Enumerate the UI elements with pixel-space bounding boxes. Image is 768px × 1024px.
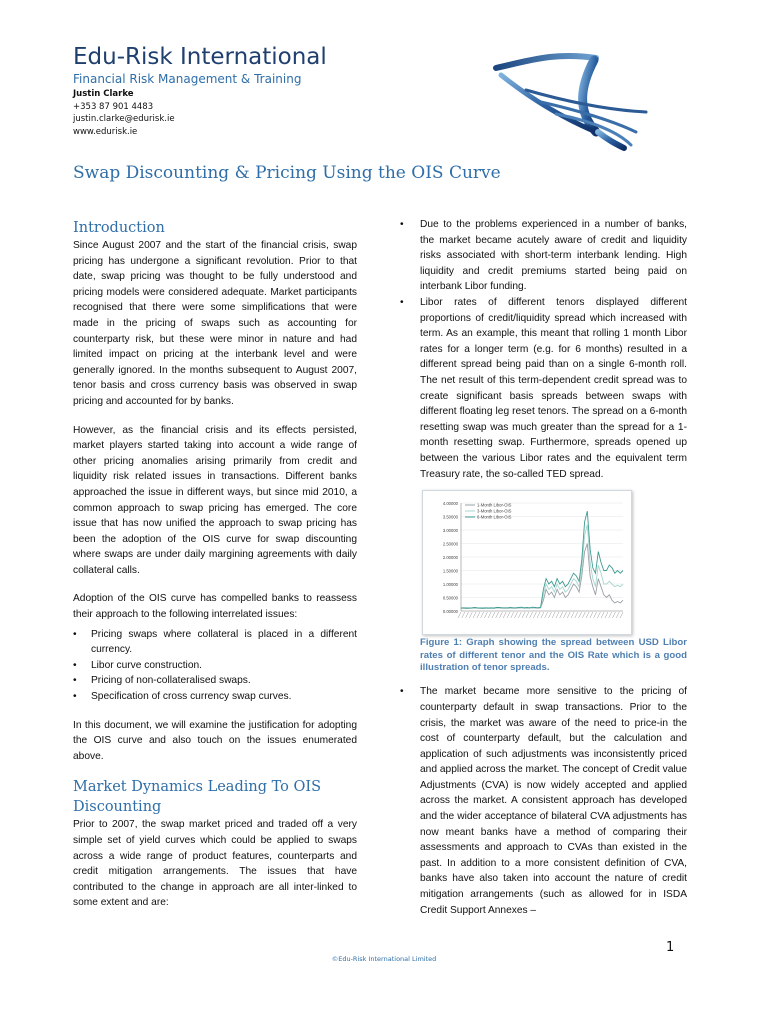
figure-1-chart [422, 490, 632, 635]
x-tick-mark [612, 612, 615, 618]
x-tick-mark [601, 612, 604, 618]
y-tick-label: 2.50000 [442, 541, 458, 547]
x-tick-mark [496, 612, 499, 618]
left-column [73, 218, 357, 924]
x-tick-mark [515, 612, 518, 618]
x-tick-mark [469, 612, 472, 618]
x-tick-mark [492, 612, 495, 618]
paragraph: Adoption of the OIS curve has compelled banks to reassess their approach to the following interrelated issues: [73, 593, 357, 621]
y-tick-label: 2.00000 [442, 555, 458, 561]
x-tick-mark [499, 612, 502, 618]
x-tick-mark [522, 612, 525, 618]
list-item: • Due to the problems experienced in a number of banks, the market became acutely aware of credit and liquidity risks associated with short-term interbank lending. High liquidity and credit premiums started being paid on interbank Libor funding. [400, 217, 687, 295]
section-heading-introduction: Introduction [73, 220, 165, 236]
libor-ois-chart [423, 491, 633, 636]
x-tick-mark [590, 612, 593, 618]
y-tick-label: 3.50000 [442, 514, 458, 520]
contact-phone: +353 87 901 4483 [73, 101, 154, 112]
y-tick-label: 0.00000 [442, 609, 458, 615]
figure-caption: Figure 1: Graph showing the spread between USD Libor rates of different tenor and the OIS Rate which is a good illustration of tenor spreads. [420, 637, 687, 673]
org-tagline: Financial Risk Management & Training [73, 72, 302, 86]
legend-label: 6-Month Libor-OIS [477, 514, 512, 520]
x-tick-mark [563, 612, 566, 618]
org-name: Edu-Risk International [73, 44, 327, 70]
contact-name: Justin Clarke [73, 89, 134, 99]
list-item: • Specification of cross currency swap curves. [73, 689, 357, 705]
x-tick-mark [616, 612, 619, 618]
x-tick-mark [556, 612, 559, 618]
paragraph: Since August 2007 and the start of the financial crisis, swap pricing has undergone a significant revolution. Prior to that date, swap pricing was thought to be fully understood and pricing models were considered adequate. Market participants recognised that there were some simplifications that were made in the pricing of swaps such as accounting for counterparty risk, but these were minor in nature and had limited impact on pricing at the interbank level and were generally ignored. In the months subsequent to August 2007, tenor basis and cross currency basis was observed in swap pricing and accounted for by banks. [73, 240, 357, 407]
x-tick-mark [488, 612, 491, 618]
x-tick-mark [526, 612, 529, 618]
x-tick-mark [609, 612, 612, 618]
y-tick-label: 4.00000 [442, 501, 458, 507]
contact-website: www.edurisk.ie [73, 126, 138, 137]
y-tick-label: 1.50000 [442, 568, 458, 574]
x-tick-mark [605, 612, 608, 618]
page-number: 1 [666, 940, 675, 955]
x-tick-mark [575, 612, 578, 618]
y-tick-label: 1.00000 [442, 582, 458, 588]
x-tick-mark [462, 612, 465, 618]
list-item: • Pricing of non-collateralised swaps. [73, 673, 357, 689]
x-tick-mark [503, 612, 506, 618]
paragraph: In this document, we will examine the justification for adopting the OIS curve and also touch on the issues enumerated above. [73, 719, 357, 762]
x-tick-mark [545, 612, 548, 618]
x-tick-mark [541, 612, 544, 618]
legend-label: 1-Month Libor-OIS [477, 502, 512, 508]
y-tick-label: 3.00000 [442, 528, 458, 534]
x-tick-mark [594, 612, 597, 618]
list-item: • Libor curve construction. [73, 658, 357, 674]
right-column [400, 217, 687, 931]
x-tick-mark [477, 612, 480, 618]
section-heading-market-dynamics: Market Dynamics Leading To OIS Discounting [73, 779, 322, 816]
x-tick-mark [567, 612, 570, 618]
x-tick-mark [537, 612, 540, 618]
list-item: • Pricing swaps where collateral is placed in a different currency. [73, 627, 357, 658]
market-issues-list-continued [400, 684, 687, 918]
market-issues-list [400, 217, 687, 482]
x-tick-mark [560, 612, 563, 618]
x-tick-mark [473, 612, 476, 618]
legend-label: 3-Month Libor-OIS [477, 508, 512, 514]
x-tick-mark [530, 612, 533, 618]
x-tick-mark [571, 612, 574, 618]
x-tick-mark [552, 612, 555, 618]
x-tick-mark [533, 612, 536, 618]
contact-block [73, 88, 175, 138]
x-tick-mark [518, 612, 521, 618]
x-tick-mark [481, 612, 484, 618]
contact-email: justin.clarke@edurisk.ie [73, 114, 175, 125]
x-tick-mark [579, 612, 582, 618]
company-logo [486, 40, 656, 155]
series-line [461, 508, 623, 608]
x-tick-mark [597, 612, 600, 618]
paragraph: Prior to 2007, the swap market priced and traded off a very simple set of yield curves which could be applied to swaps across a wide range of product features, counterparts and credit mitigation arrangements. The issues that have contributed to the change in approach are all inter-linked to some extent and are: [73, 819, 357, 909]
document-title: Swap Discounting & Pricing Using the OIS Curve [73, 163, 501, 183]
x-tick-mark [620, 612, 623, 618]
issues-list [73, 627, 357, 705]
x-tick-mark [507, 612, 510, 618]
x-tick-mark [586, 612, 589, 618]
x-tick-mark [548, 612, 551, 618]
x-tick-mark [582, 612, 585, 618]
x-tick-mark [511, 612, 514, 618]
paragraph: However, as the financial crisis and its effects persisted, market players started taking into account a wide range of other pricing anomalies arising primarily from credit and liquidity risk related issues in transactions. Different banks approached the issue in different ways, but since mid 2010, a common approach to swap pricing has emerged. The core issue that has now unified the approach to swap pricing has been the adoption of the OIS curve for swap discounting where swaps are under daily margining agreements with daily collateral calls. [73, 424, 357, 576]
list-item: • The market became more sensitive to the pricing of counterparty default in swap transactions. Prior to the crisis, the market was aware of the need to price-in the cost of counterparty default, but the calculation and application of such adjustments was inconsistently priced and applied across the market. The concept of Credit value Adjustments (CVA) is now widely accepted and applied across the market. A consistent approach has developed and the wider acceptance of bilateral CVA adjustments has now meant banks have a method of comparing their assessments and approach to CVAs than existed in the past. In addition to a more consistent definition of CVA, banks have also taken into account the nature of credit mitigation arrangements (such as allowed for in ISDA Credit Support Annexes – [400, 684, 687, 918]
footer-copyright: ©Edu-Risk International Limited [331, 955, 437, 963]
list-item: • Libor rates of different tenors displayed different proportions of credit/liquidity spread which increased with term. As an example, this meant that rolling 1 month Libor rates for a longer term (e.g. for 6 months) resulted in a different spread being paid than on a single 6-month roll. The net result of this term-dependent credit spread was to create significant basis spreads between swaps with different floating leg reset tenors. The spread on a 6-month resetting swap was much greater than the spread for a 1-month resetting swap. Furthermore, spreads opened up between the various Libor rates and the equivalent term Treasury rate, the so-called TED spread. [400, 295, 687, 482]
x-tick-mark [458, 612, 461, 618]
x-tick-mark [484, 612, 487, 618]
x-tick-mark [466, 612, 469, 618]
y-tick-label: 0.50000 [442, 595, 458, 601]
